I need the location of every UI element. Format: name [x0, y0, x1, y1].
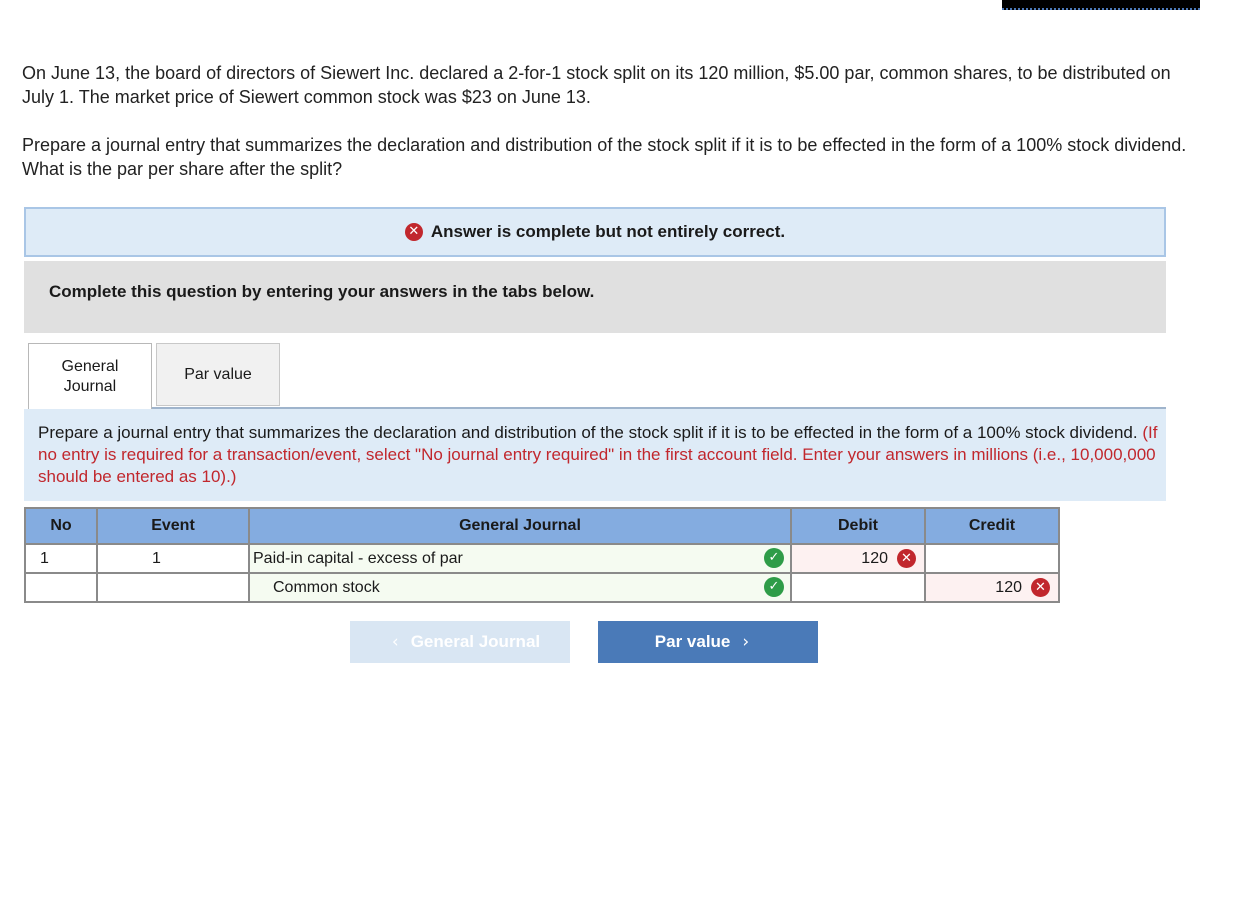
cell-no	[25, 573, 97, 602]
col-header-event: Event	[97, 508, 249, 544]
table-header-row	[25, 508, 1059, 544]
x-circle-icon: ✕	[1031, 578, 1050, 597]
table-row	[25, 544, 1059, 573]
credit-field[interactable]	[925, 573, 1059, 602]
tab-instructions-note: (If no entry is required for a transaction/event, select "No journal entry required" in the first account field. Enter your answers in millions (i.e., 10,000,000 should be entered as 10).)	[38, 423, 1158, 486]
question-paragraph-2: Prepare a journal entry that summarizes the declaration and distribution of the stock split if it is to be effected in the form of a 100% stock dividend. What is the par per share after the split?	[22, 135, 1187, 179]
tab-instructions-panel	[24, 409, 1166, 501]
x-circle-icon: ✕	[897, 549, 916, 568]
col-header-no: No	[25, 508, 97, 544]
chevron-right-icon: ›	[742, 632, 750, 652]
credit-value: 120	[995, 578, 1022, 596]
answer-status-text: Answer is complete but not entirely correct.	[430, 222, 786, 241]
cell-event-value: 1	[152, 549, 161, 567]
x-circle-icon: ✕	[405, 223, 423, 241]
question-paragraph-1: On June 13, the board of directors of Siewert Inc. declared a 2-for-1 stock split on its 120 million, $5.00 par, common shares, to be distributed on July 1. The market price of Siewert common stock was $23 on June 13.	[22, 63, 1171, 107]
account-field[interactable]	[249, 573, 791, 602]
journal-entry-table	[24, 507, 1060, 603]
debit-value: 120	[861, 549, 888, 567]
prev-tab-button[interactable]	[350, 621, 570, 663]
cell-event[interactable]	[97, 573, 249, 602]
debit-field[interactable]	[791, 544, 925, 573]
credit-field[interactable]	[925, 544, 1059, 573]
account-value: Paid-in capital - excess of par	[253, 549, 463, 567]
col-header-credit: Credit	[925, 508, 1059, 544]
cell-event[interactable]	[97, 544, 249, 573]
col-header-debit: Debit	[791, 508, 925, 544]
account-value: Common stock	[273, 578, 380, 596]
tab-par-value[interactable]	[156, 343, 280, 406]
next-tab-button[interactable]	[598, 621, 818, 663]
tab-instructions-text: Prepare a journal entry that summarizes the declaration and distribution of the stock split if it is to be effected in the form of a 100% stock dividend.	[38, 423, 1138, 442]
debit-field[interactable]	[791, 573, 925, 602]
instruction-bar	[24, 261, 1166, 333]
tab-instructions	[38, 422, 1158, 488]
check-circle-icon: ✓	[764, 577, 784, 597]
cell-no: 1	[25, 544, 97, 573]
col-header-general-journal: General Journal	[249, 508, 791, 544]
tab-general-journal-label: General Journal	[61, 357, 119, 395]
account-field[interactable]	[249, 544, 791, 573]
answer-status-banner	[24, 207, 1166, 257]
instruction-text: Complete this question by entering your answers in the tabs below.	[49, 282, 595, 301]
check-circle-icon: ✓	[764, 548, 784, 568]
chevron-left-icon: ‹	[391, 632, 399, 652]
next-tab-label: Par value	[654, 632, 731, 651]
top-toolbar-strip	[1002, 0, 1200, 10]
tab-general-journal[interactable]	[28, 343, 152, 409]
table-row	[25, 573, 1059, 602]
tab-par-value-label: Par value	[184, 365, 252, 383]
prev-tab-label: General Journal	[410, 632, 541, 651]
